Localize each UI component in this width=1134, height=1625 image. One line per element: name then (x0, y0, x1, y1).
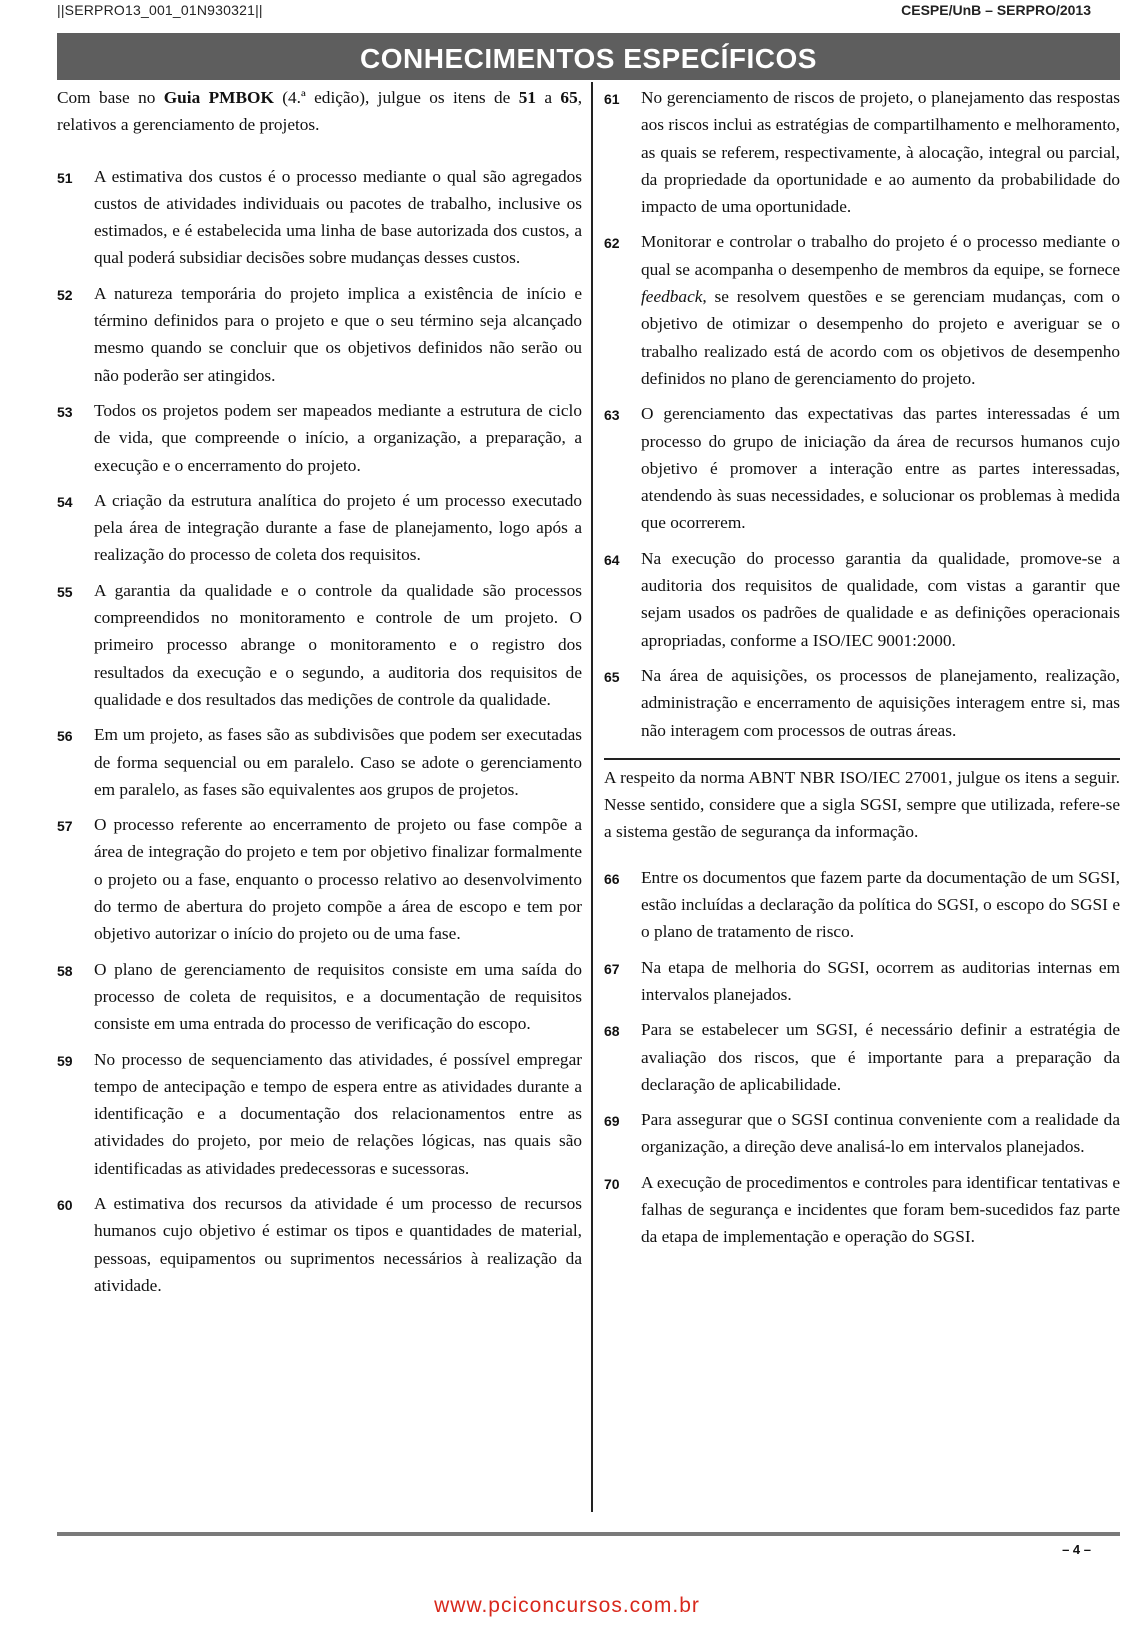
question-text: Em um projeto, as fases são as subdivisões que podem ser executadas de forma sequencial ou em paralelo. Caso se adote o gerenciamento em paralelo, as fases são equivalentes aos grupos de projetos. (94, 725, 582, 799)
question-text: A garantia da qualidade e o controle da qualidade são processos compreendidos no monitoramento e controle de um projeto. O primeiro processo abrange o monitoramento e o registro dos resultados da execução e o segundo, a auditoria dos requisitos de qualidade e dos resultados das medições de controle da qualidade. (94, 580, 582, 709)
question-text: Na etapa de melhoria do SGSI, ocorrem as auditorias internas em intervalos planejados. (641, 957, 1120, 1004)
question-number: 54 (57, 493, 73, 510)
question-text: Na área de aquisições, os processos de planejamento, realização, administração e encerramento de aquisições interagem entre si, mas não interagem com processos de outras áreas. (641, 665, 1120, 740)
question-text: A estimativa dos recursos da atividade é um processo de recursos humanos cujo objetivo é estimar os tipos e quantidades de material, pessoas, equipamentos ou suprimentos necessários à realização da atividade. (94, 1193, 582, 1295)
question-item (604, 1016, 1120, 1098)
question-item (604, 84, 1120, 220)
question-number: 52 (57, 286, 73, 303)
question-text: A estimativa dos custos é o processo mediante o qual são agregados custos de atividades individuais ou pacotes de trabalho, inclusive os estimados, e é estabelecida uma linha de base autorizada dos custos, a qual poderá subsidiar decisões sobre mudanças desses custos. (94, 166, 582, 268)
question-item (604, 954, 1120, 1009)
question-item (604, 864, 1120, 946)
question-number: 51 (57, 169, 73, 186)
exam-code: ||SERPRO13_001_01N930321|| (57, 2, 263, 18)
question-item (57, 721, 582, 803)
question-text: O gerenciamento das expectativas das partes interessadas é um processo do grupo de iniciação da área de recursos humanos cujo objetivo é promover a interação entre as partes interessadas, atendendo às suas necessidades, e solucionar os problemas à medida que ocorrerem. (641, 404, 1120, 533)
question-number: 61 (604, 91, 620, 107)
section-title: CONHECIMENTOS ESPECÍFICOS (57, 33, 1120, 80)
question-number: 69 (604, 1113, 620, 1130)
footer-rule (57, 1532, 1120, 1536)
question-item (57, 1046, 582, 1182)
intro-pmbok: Com base no Guia PMBOK (4.ª edição), julgue os itens de 51 a 65, relativos a gerenciamento de projetos. (57, 88, 583, 135)
section-separator (604, 758, 1120, 760)
question-item (604, 1169, 1120, 1251)
question-text: A execução de procedimentos e controles para identificar tentativas e falhas de segurança e incidentes que foram bem-sucedidos faz parte da etapa de implementação e operação do SGSI. (641, 1172, 1120, 1247)
question-number: 56 (57, 728, 73, 745)
question-text: Entre os documentos que fazem parte da documentação de um SGSI, estão incluídas a declaração da política do SGSI, o escopo do SGSI e o plano de tratamento de risco. (641, 867, 1120, 942)
question-item (604, 1106, 1120, 1161)
question-item (57, 397, 582, 479)
question-text: Para assegurar que o SGSI continua conveniente com a realidade da organização, a direção deve analisá-lo em intervalos planejados. (641, 1110, 1120, 1157)
intro-iso27001: A respeito da norma ABNT NBR ISO/IEC 27001, julgue os itens a seguir. Nesse sentido, considere que a sigla SGSI, sempre que utilizada, refere-se a sistema gestão de segurança da informação. (604, 767, 1120, 842)
question-item (604, 662, 1120, 744)
question-item (57, 811, 582, 947)
page-number: – 4 – (1062, 1542, 1091, 1557)
question-number: 70 (604, 1175, 620, 1192)
question-text: A criação da estrutura analítica do projeto é um processo executado pela área de integração durante a fase de planejamento, logo após a realização do processo de coleta dos requisitos. (94, 490, 582, 565)
question-number: 57 (57, 818, 73, 835)
question-text: Todos os projetos podem ser mapeados mediante a estrutura de ciclo de vida, que compreende o início, a organização, a preparação, a execução e o encerramento do projeto. (94, 400, 582, 475)
question-item (57, 1190, 582, 1299)
left-column (57, 84, 582, 1307)
question-number: 58 (57, 962, 73, 979)
question-item (57, 280, 582, 389)
question-text: Para se estabelecer um SGSI, é necessário definir a estratégia de avaliação dos riscos, que é importante para a preparação da declaração de aplicabilidade. (641, 1020, 1120, 1094)
question-item (57, 163, 582, 272)
question-text: O plano de gerenciamento de requisitos consiste em uma saída do processo de coleta de requisitos, e a documentação de requisitos consiste em uma entrada do processo de verificação do escopo. (94, 959, 582, 1034)
question-text: No gerenciamento de riscos de projeto, o planejamento das respostas aos riscos inclui as estratégias de compartilhamento e melhoramento, as quais se referem, respectivamente, à alocação, integral ou parcial, da propriedade da oportunidade e ao aumento da probabilidade do impacto de uma oportunidade. (641, 88, 1120, 217)
question-number: 66 (604, 870, 620, 887)
question-item (604, 545, 1120, 654)
question-item (57, 956, 582, 1038)
right-column (604, 84, 1120, 1259)
question-text: No processo de sequenciamento das atividades, é possível empregar tempo de antecipação e tempo de espera entre as atividades durante a identificação e a documentação dos relacionamentos entre as atividades do projeto, por meio de relações lógicas, nas quais são identificadas as atividades predecessoras e sucessoras. (94, 1049, 582, 1178)
question-number: 67 (604, 960, 620, 977)
question-number: 64 (604, 551, 620, 568)
column-divider (591, 82, 593, 1512)
site-url: www.pciconcursos.com.br (434, 1594, 700, 1617)
question-number: 60 (57, 1196, 73, 1213)
question-number: 59 (57, 1052, 73, 1069)
question-number: 63 (604, 407, 620, 424)
question-number: 68 (604, 1023, 620, 1040)
question-item (604, 228, 1120, 392)
question-number: 55 (57, 583, 73, 600)
question-text: O processo referente ao encerramento de projeto ou fase compõe a área de integração do projeto e tem por objetivo finalizar formalmente o projeto ou a fase, enquanto o processo relativo ao desenvolvimento do termo de abertura do projeto compõe a área de escopo e tem por objetivo autorizar o início do projeto ou de uma fase. (94, 815, 582, 944)
question-number: 65 (604, 668, 620, 685)
question-text: Monitorar e controlar o trabalho do projeto é o processo mediante o qual se acompanha o desempenho de membros da equipe, se fornece feedback, se resolvem questões e se gerenciam mudanças, com o objetivo de otimizar o desempenho do projeto e averiguar se o trabalho realizado está de acordo com os objetivos de desempenho definidos no plano de gerenciamento do projeto. (641, 232, 1120, 388)
question-item (604, 400, 1120, 536)
question-text: A natureza temporária do projeto implica a existência de início e término definidos para o projeto e que o seu término seja alcançado mesmo quando se concluir que os objetivos definidos não serão ou não poderão ser atingidos. (94, 283, 582, 385)
question-text: Na execução do processo garantia da qualidade, promove-se a auditoria dos requisitos de qualidade, com vistas a garantir que sejam usados os padrões de qualidade e as definições operacionais apropriadas, conforme a ISO/IEC 9001:2000. (641, 548, 1120, 650)
question-item (57, 487, 582, 569)
question-number: 53 (57, 403, 73, 420)
exam-name: CESPE/UnB – SERPRO/2013 (901, 2, 1091, 18)
question-item (57, 577, 582, 713)
question-number: 62 (604, 235, 620, 252)
